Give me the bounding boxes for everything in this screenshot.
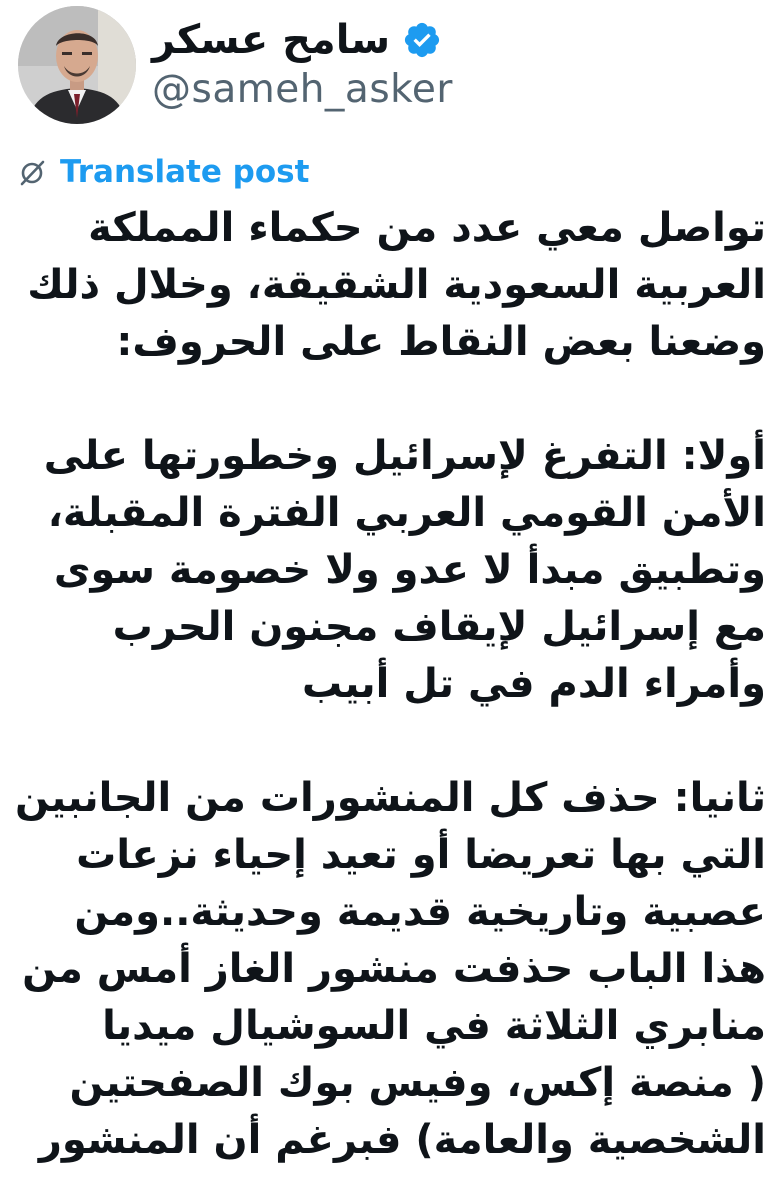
verified-badge-icon xyxy=(402,20,442,60)
post-line: وأمراء الدم في تل أبيب xyxy=(301,661,766,707)
post-line: تواصل معي عدد من حكماء المملكة xyxy=(88,205,766,251)
post-paragraph-1 xyxy=(14,200,766,371)
post-line: منابري الثلاثة في السوشيال ميديا xyxy=(102,1003,766,1049)
translate-post-button[interactable] xyxy=(18,150,309,194)
post-line: الشخصية والعامة) فبرغم أن المنشور xyxy=(38,1117,766,1163)
post-line: عصبية وتاريخية قديمة وحديثة..ومن xyxy=(74,889,766,935)
translate-post-label[interactable]: Translate post xyxy=(60,154,310,190)
post-line: هذا الباب حذفت منشور الغاز أمس من xyxy=(22,946,766,992)
post-line: ثانيا: حذف كل المنشورات من الجانبين xyxy=(15,775,766,821)
avatar-photo xyxy=(18,6,136,124)
post-line: وضعنا بعض النقاط على الحروف: xyxy=(116,319,766,365)
post-header xyxy=(0,0,782,140)
post-line: التي بها تعريضا أو تعيد إحياء نزعات xyxy=(76,832,766,878)
post-text xyxy=(14,200,766,1169)
author-name-row[interactable] xyxy=(152,10,442,70)
post-paragraph-2 xyxy=(14,428,766,713)
post-line: وتطبيق مبدأ لا عدو ولا خصومة سوى xyxy=(53,547,766,593)
author-handle[interactable]: @sameh_asker xyxy=(152,67,453,112)
author-display-name[interactable]: سامح عسكر xyxy=(152,17,391,63)
post-line: أولا: التفرغ لإسرائيل وخطورتها على xyxy=(43,433,766,479)
post-line: الأمن القومي العربي الفترة المقبلة، xyxy=(47,490,766,536)
post-line: مع إسرائيل لإيقاف مجنون الحرب xyxy=(112,604,766,650)
post-line: ( منصة إكس، وفيس بوك الصفحتين xyxy=(69,1060,766,1106)
avatar[interactable] xyxy=(18,6,136,124)
post-paragraph-3 xyxy=(14,770,766,1169)
post-line: العربية السعودية الشقيقة، وخلال ذلك xyxy=(27,262,766,308)
translate-icon xyxy=(18,157,48,187)
